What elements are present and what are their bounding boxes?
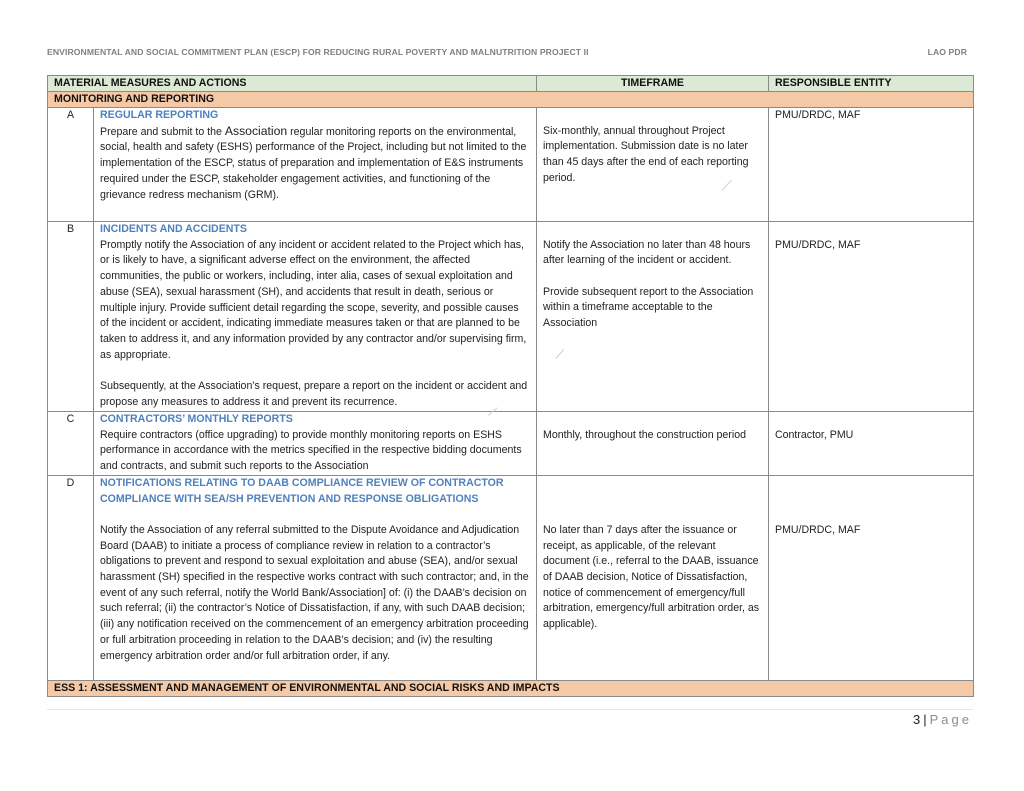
footer-divider xyxy=(47,709,973,710)
measure-cell xyxy=(94,412,537,476)
escp-table xyxy=(47,75,974,697)
column-header-measures: MATERIAL MEASURES AND ACTIONS xyxy=(48,76,537,92)
section-row-monitoring xyxy=(48,92,974,108)
country-label: LAO PDR xyxy=(927,47,967,57)
item-title: INCIDENTS AND ACCIDENTS xyxy=(100,223,247,235)
timeframe-cell: No later than 7 days after the issuance or receipt, as applicable, of the relevant document (i.e., referral to the DAAB, issuance of DAAB decision, Notice of Dissatisfaction, notice of commencement of emergency/full arbitration, emergency/full arbitration order, as applicable). xyxy=(537,475,769,680)
page-number-separator: | xyxy=(923,712,927,727)
row-letter: C xyxy=(48,412,94,476)
timeframe-cell: Notify the Association no later than 48 hours after learning of the incident or accident. Provide subsequent report to the Association within a timeframe acceptable to the Association xyxy=(537,222,769,412)
page-number-value: 3 xyxy=(913,712,921,727)
row-letter: A xyxy=(48,108,94,222)
item-description: Prepare and submit to the Association regular monitoring reports on the environmental, social, health and safety (ESHS) performance of the Project, including but not limited to the implementation of the ESCP, status of preparation and implementation of E&S instruments required under the ESCP, stakeholder engagement activities, and functioning of the grievance redress mechanism (GRM). xyxy=(100,123,527,201)
document-title: ENVIRONMENTAL AND SOCIAL COMMITMENT PLAN (ESCP) FOR REDUCING RURAL POVERTY AND MALNUTRITION PROJECT II xyxy=(47,47,589,57)
responsible-cell: Contractor, PMU xyxy=(769,412,974,476)
row-letter: D xyxy=(48,475,94,680)
measure-cell xyxy=(94,475,537,680)
section-row-ess1 xyxy=(48,680,974,696)
timeframe-cell: Monthly, throughout the construction period xyxy=(537,412,769,476)
table-row-a xyxy=(48,108,974,222)
table-header-row xyxy=(48,76,974,92)
column-header-responsible: RESPONSIBLE ENTITY xyxy=(769,76,974,92)
item-title: REGULAR REPORTING xyxy=(100,109,219,121)
item-description-followup: Subsequently, at the Association’s request, prepare a report on the incident or accident and propose any measures to address it and prevent its recurrence. xyxy=(100,380,528,408)
item-title: CONTRACTORS’ MONTHLY REPORTS xyxy=(100,413,293,425)
page-header xyxy=(47,47,967,57)
measure-cell xyxy=(94,222,537,412)
table-row-c xyxy=(48,412,974,476)
measure-cell xyxy=(94,108,537,222)
table-row-b xyxy=(48,222,974,412)
page-number xyxy=(913,712,972,727)
responsible-cell: PMU/DRDC, MAF xyxy=(769,108,974,222)
table-row-d xyxy=(48,475,974,680)
responsible-cell: PMU/DRDC, MAF xyxy=(769,222,974,412)
section-title-monitoring: MONITORING AND REPORTING xyxy=(48,92,974,108)
page-word: Page xyxy=(929,712,972,727)
column-header-timeframe: TIMEFRAME xyxy=(537,76,769,92)
row-letter: B xyxy=(48,222,94,412)
timeframe-cell: Six-monthly, annual throughout Project implementation. Submission date is no later than 45 days after the end of each reporting period. xyxy=(537,108,769,222)
item-description: Require contractors (office upgrading) to provide monthly monitoring reports on ESHS performance in accordance with the metrics specified in the respective bidding documents and contracts, and submit such reports to the Association xyxy=(100,428,522,473)
item-title: NOTIFICATIONS RELATING TO DAAB COMPLIANCE REVIEW OF CONTRACTOR COMPLIANCE WITH SEA/SH PREVENTION AND RESPONSE OBLIGATIONS xyxy=(100,476,504,505)
section-title-ess1: ESS 1: ASSESSMENT AND MANAGEMENT OF ENVIRONMENTAL AND SOCIAL RISKS AND IMPACTS xyxy=(48,680,974,696)
responsible-cell: PMU/DRDC, MAF xyxy=(769,475,974,680)
item-description: Promptly notify the Association of any incident or accident related to the Project which has, or is likely to have, a significant adverse effect on the environment, the affected communities, the public or workers, including, inter alia, cases of sexual exploitation and abuse (SEA), sexual harassment (SH), and accidents that result in death, serious or multiple injury. Provide sufficient detail regarding the scope, severity, and possible causes of the incident or accident, indicating immediate measures taken or that are planned to be taken to address it, and any information provided by any contractor and/or supervising firm, as appropriate. xyxy=(100,238,527,361)
item-description: Notify the Association of any referral submitted to the Dispute Avoidance and Adjudication Board (DAAB) to initiate a process of compliance review in relation to a contractor’s obligations to prevent and respond to sexual exploitation and abuse (SEA), and/or sexual harassment (SH) specified in the respective works contract with such contractor; and, in the event of any such referral, notify the World Bank/Association] of: (i) the DAAB’s decision on such referral; (ii) the contractor’s Notice of Dissatisfaction, if any, with such DAAB decision; (iii) any notification received on the commencement of an emergency arbitration proceeding or full arbitration proceeding in relation to the DAAB’s decision; and (iv) the resulting emergency arbitration order and/or full arbitration order, if any. xyxy=(100,523,529,662)
